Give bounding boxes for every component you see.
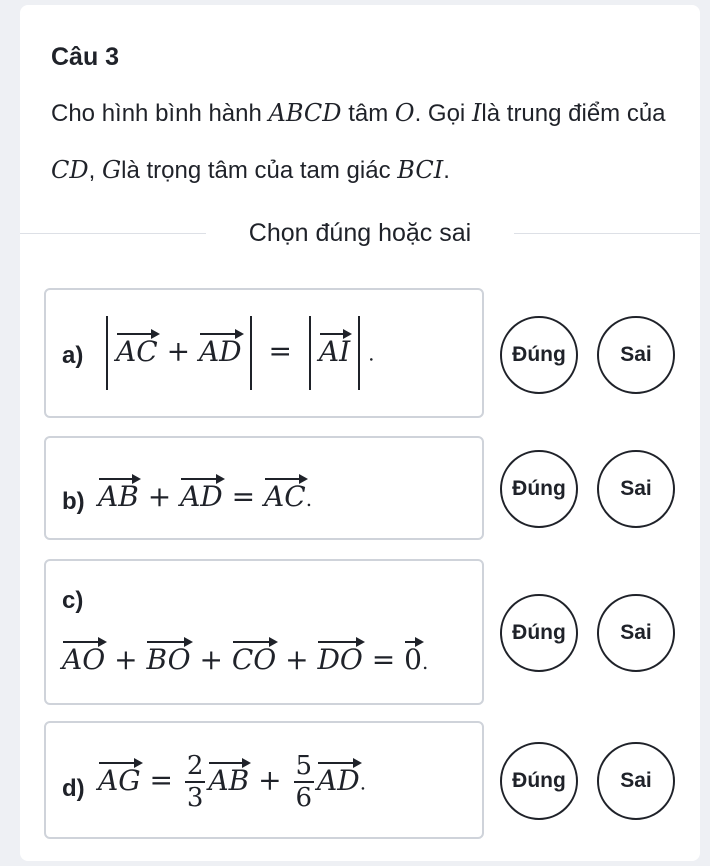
option-b-math	[98, 480, 312, 513]
stem-text: là trung điểm của	[481, 100, 666, 127]
option-a-box	[44, 288, 484, 418]
numerator: 2	[186, 751, 204, 781]
vector: AO	[62, 643, 106, 676]
stem-text: .	[443, 157, 450, 184]
option-d-box	[44, 721, 484, 839]
option-label: c)	[62, 587, 84, 614]
vector: AB	[98, 480, 139, 513]
option-c-true-button[interactable]: Đúng	[500, 594, 578, 672]
option-label: b)	[62, 488, 85, 515]
stem-text: tâm	[341, 100, 395, 127]
operator: +	[285, 643, 309, 676]
abs-bar	[358, 316, 360, 390]
stem-math: I	[471, 99, 482, 127]
question-stem	[51, 85, 691, 199]
operator: +	[114, 643, 138, 676]
option-b-false-button[interactable]: Sai	[597, 450, 675, 528]
operator: +	[147, 480, 172, 513]
operator: =	[371, 643, 396, 676]
denominator: 3	[186, 783, 204, 813]
option-label: d)	[62, 775, 85, 802]
option-a-math	[98, 316, 375, 390]
option-d-true-button[interactable]: Đúng	[500, 742, 578, 820]
denominator: 6	[295, 783, 313, 813]
numerator: 5	[295, 751, 313, 781]
abs-bar	[250, 316, 252, 390]
stem-math: O	[394, 99, 415, 127]
punctuation: .	[422, 650, 429, 674]
fraction	[185, 751, 206, 813]
vector: BO	[146, 643, 191, 676]
abs-bar	[106, 316, 108, 390]
vector: CO	[231, 643, 277, 676]
stem-text: ,	[88, 157, 102, 184]
abs-bar	[309, 316, 311, 390]
stem-math: BCI	[397, 156, 444, 184]
operator: +	[199, 643, 223, 676]
vector: AC	[116, 334, 158, 368]
instruction-label: Chọn đúng hoặc sai	[248, 219, 472, 247]
stem-math: G	[101, 156, 122, 184]
vector: AB	[208, 763, 250, 797]
instruction-divider	[20, 215, 700, 253]
stem-math: ABCD	[268, 99, 342, 127]
operator: =	[149, 763, 173, 797]
zero-vector: 0	[404, 643, 422, 676]
vector: AD	[317, 763, 360, 797]
divider-line-right	[514, 233, 700, 234]
stem-math: CD	[51, 156, 89, 184]
vector: AG	[98, 763, 141, 797]
vector: DO	[317, 643, 363, 676]
stem-text: Cho hình bình hành	[51, 100, 269, 127]
vector: AD	[198, 334, 242, 368]
punctuation: .	[368, 341, 375, 366]
option-c-box	[44, 559, 484, 705]
stem-text: . Gọi	[414, 100, 472, 127]
question-card	[20, 5, 700, 861]
operator: +	[258, 763, 282, 797]
operator: =	[268, 334, 292, 368]
punctuation: .	[305, 487, 313, 511]
option-a-false-button[interactable]: Sai	[597, 316, 675, 394]
option-d-false-button[interactable]: Sai	[597, 742, 675, 820]
option-a-true-button[interactable]: Đúng	[500, 316, 578, 394]
option-b-box	[44, 436, 484, 540]
vector: AC	[264, 480, 306, 513]
operator: +	[166, 334, 191, 368]
option-c-false-button[interactable]: Sai	[597, 594, 675, 672]
option-c-math	[62, 643, 428, 676]
option-b-true-button[interactable]: Đúng	[500, 450, 578, 528]
option-label: a)	[62, 342, 84, 369]
punctuation: .	[359, 770, 367, 795]
fraction	[294, 751, 315, 813]
vector: AI	[318, 334, 351, 368]
stem-text: là trọng tâm của tam giác	[121, 157, 398, 184]
vector: AD	[180, 480, 223, 513]
operator: =	[231, 480, 256, 513]
question-title: Câu 3	[51, 43, 120, 71]
option-d-math	[98, 751, 366, 813]
